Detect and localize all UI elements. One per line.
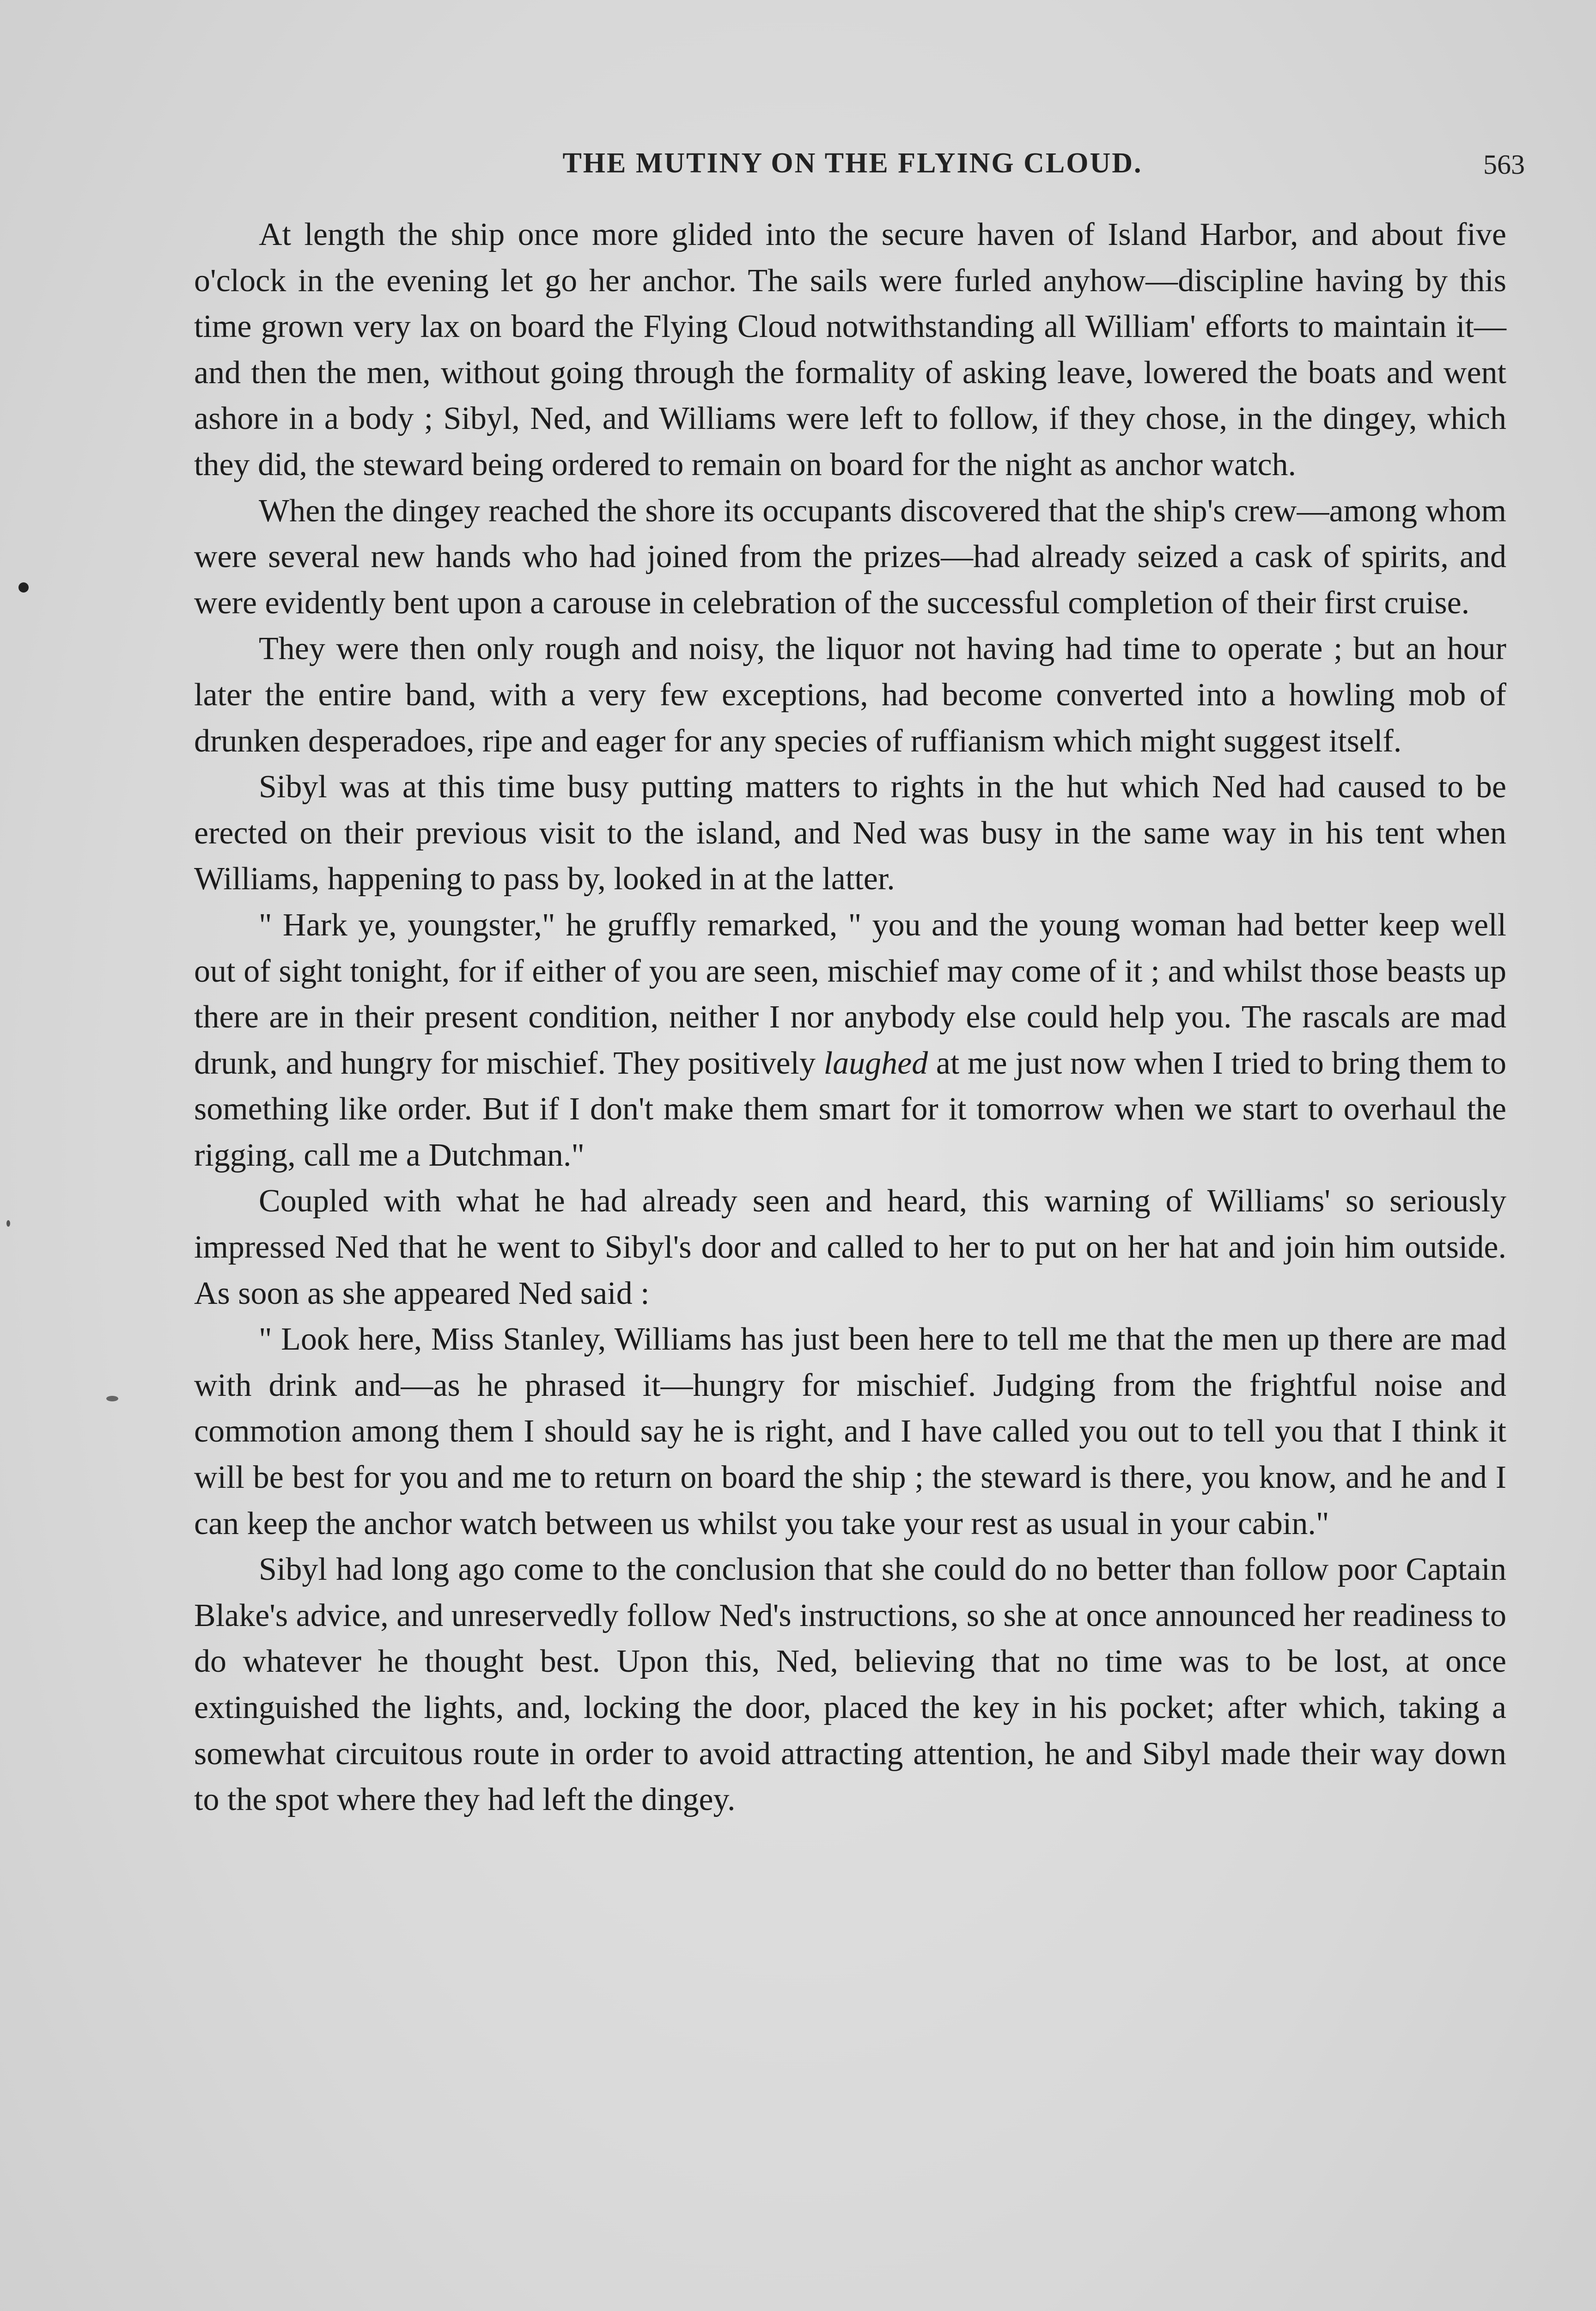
scan-speck xyxy=(106,1396,118,1401)
paragraph: Sibyl had long ago come to the conclusion that she could do no better than follow poor Captain Blake's advice, and unreservedly follow Ned's instructions, so she at once announced her readiness to do whatever he thought best. Upon this, Ned, believing that no time was to be lost, at once extinguished the lights, and, locking the door, placed the key in his pocket; after which, taking a somewhat circuitous route in order to avoid attracting attention, he and Sibyl made their way down to the spot where they had left the dingey. xyxy=(194,1552,1506,1818)
paragraph-text: " Hark ye, youngster," he gruffly remarked, " you and the young woman had better keep well out of sight tonight, for if either of you are seen, mischief may come of it ; and whilst those beasts up there are in their present condition, neither I nor anybody else could help you. The rascals are mad drunk, and hungry for mischief. They positively xyxy=(194,907,1506,1081)
paragraph-text: at me just now when I tried to bring them to something like order. But if I don't make them smart for it tomorrow when we start to overhaul the rigging, call me a Dutchman." xyxy=(194,1045,1506,1173)
paragraph: Coupled with what he had already seen and heard, this warning of Williams' so seriously impressed Ned that he went to Sibyl's door and called to her to put on her hat and join him outside. As soon as she appeared Ned said : xyxy=(194,1183,1506,1311)
paragraph: They were then only rough and noisy, the liquor not having had time to operate ; but an hour later the entire band, with a very few exceptions, had become converted into a howling mob of drunken desperadoes, ripe and eager for any species of ruffianism which might suggest itself. xyxy=(194,631,1506,759)
paragraph xyxy=(194,902,1506,1179)
scan-speck xyxy=(18,582,29,593)
paragraph: " Look here, Miss Stanley, Williams has just been here to tell me that the men up there are mad with drink and—as he phrased it—hungry for mischief. Judging from the frightful noise and commotion among them I should say he is right, and I have called you out to tell you that I think it will be best for you and me to return on board the ship ; the steward is there, you know, and he and I can keep the anchor watch between us whilst you take your rest as usual in your cabin." xyxy=(194,1321,1506,1541)
paragraph: At length the ship once more glided into the secure haven of Island Harbor, and about five o'clock in the evening let go her anchor. The sails were furled anyhow—discipline having by this time grown very lax on board the Flying Cloud notwithstanding all William' efforts to maintain it—and then the men, without going through the formality of asking leave, lowered the boats and went ashore in a body ; Sibyl, Ned, and Williams were left to follow, if they chose, in the dingey, which they did, the steward being ordered to remain on board for the night as anchor watch. xyxy=(194,217,1506,483)
page-number: 563 xyxy=(1483,149,1525,180)
paragraph: When the dingey reached the shore its occupants discovered that the ship's crew—among whom were several new hands who had joined from the prizes—had already seized a cask of spirits, and were evidently bent upon a carouse in celebration of the successful completion of their first cruise. xyxy=(194,493,1506,621)
body-text xyxy=(194,212,1506,1823)
scan-speck xyxy=(6,1220,10,1227)
emphasized-word: laughed xyxy=(823,1045,928,1081)
paragraph: Sibyl was at this time busy putting matters to rights in the hut which Ned had caused to be erected on their previous visit to the island, and Ned was busy in the same way in his tent when Williams, happening to pass by, looked in at the latter. xyxy=(194,769,1506,897)
running-title: THE MUTINY ON THE FLYING CLOUD. xyxy=(562,147,1143,179)
page-header xyxy=(194,147,1525,189)
